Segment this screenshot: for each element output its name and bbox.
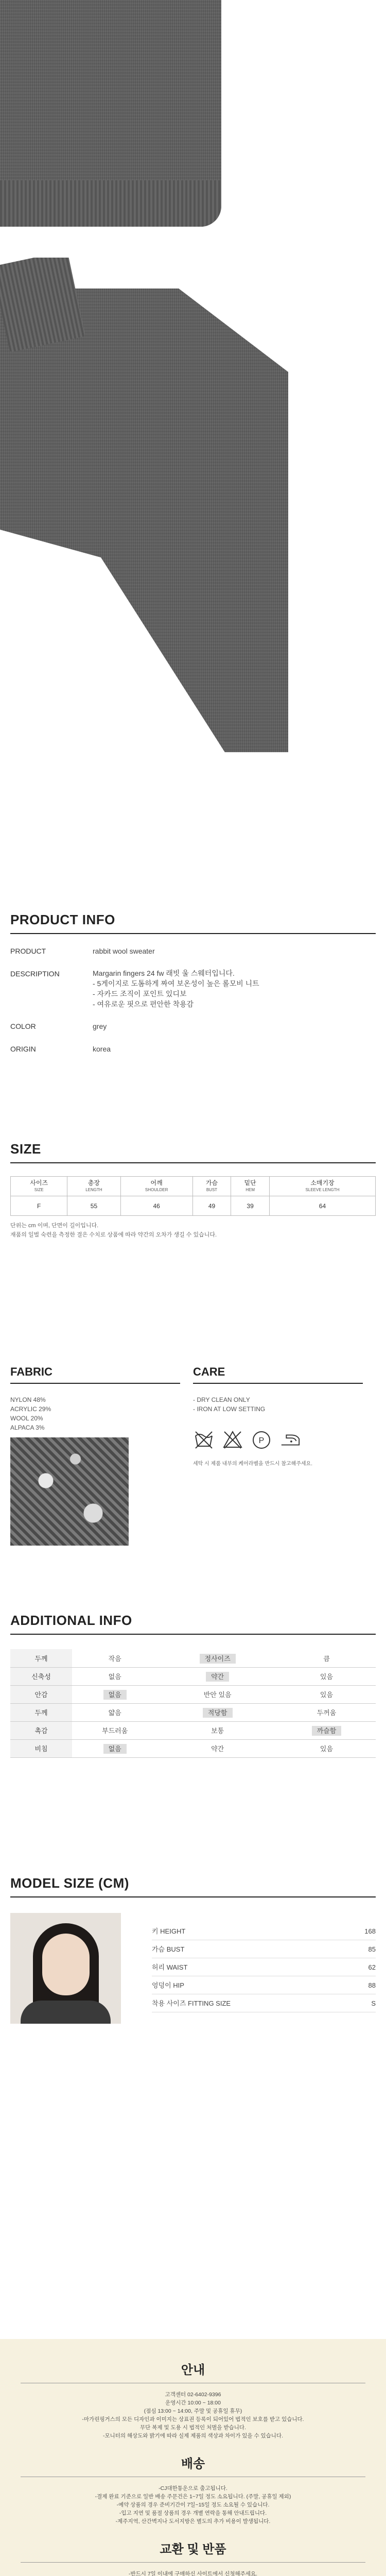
additional-value: 반안 있음 xyxy=(203,1691,232,1699)
model-face-shape xyxy=(42,1934,90,1995)
divider xyxy=(10,1896,376,1897)
additional-label: 안감 xyxy=(10,1685,72,1703)
size-header-cell xyxy=(192,1177,231,1196)
care-title: CARE xyxy=(193,1365,225,1378)
additional-selected-value: 까슬함 xyxy=(312,1726,342,1736)
additional-value: 있음 xyxy=(320,1673,334,1681)
size-note: 재품의 일벌 숙련을 측정한 결은 수치로 상품에 따라 약간의 오차가 생길 수 있습니다. xyxy=(10,1232,217,1238)
fabric-column xyxy=(10,1365,193,1546)
model-row xyxy=(152,1922,376,1940)
model-measurements xyxy=(152,1913,376,2024)
additional-value: 큼 xyxy=(323,1654,330,1663)
care-item: - DRY CLEAN ONLY xyxy=(193,1396,250,1403)
section-title: ADDITIONAL INFO xyxy=(10,1613,132,1628)
additional-label: 두께 xyxy=(10,1649,72,1667)
size-header-cell xyxy=(67,1177,120,1196)
size-cell: 64 xyxy=(269,1196,375,1216)
info-row-description xyxy=(10,968,376,1009)
size-header-ko: 소매기장 xyxy=(310,1179,335,1187)
size-header-en: BUST xyxy=(206,1187,218,1192)
additional-cell xyxy=(72,1685,157,1703)
additional-value: 보통 xyxy=(211,1727,224,1735)
model-value: 62 xyxy=(368,1963,376,1971)
fabric-item: NYLON 48% xyxy=(10,1396,46,1403)
additional-cell xyxy=(72,1721,157,1739)
divider xyxy=(10,1162,376,1163)
additional-row xyxy=(10,1739,376,1757)
svg-text:P: P xyxy=(258,1436,265,1445)
additional-row xyxy=(10,1649,376,1667)
size-header-ko: 가슴 xyxy=(205,1179,218,1187)
care-item: - IRON AT LOW SETTING xyxy=(193,1405,266,1413)
notice-line: -모니터의 해상도와 밝기에 따라 실제 제품의 색상과 차이가 있을 수 있습니다. xyxy=(102,2433,284,2439)
size-table xyxy=(10,1176,376,1216)
notice-line: -반드시 7일 이내에 구매하신 사이트에서 신청해주세요. xyxy=(129,2571,257,2576)
additional-cell xyxy=(157,1703,277,1721)
additional-cell xyxy=(72,1667,157,1685)
shipping-text xyxy=(15,2484,371,2526)
size-cell: F xyxy=(11,1196,67,1216)
divider xyxy=(10,933,376,934)
guide-text xyxy=(15,2391,371,2440)
model-value: S xyxy=(371,1999,376,2007)
size-note: 단위는 cm 이며, 단면이 길이입니다. xyxy=(10,1223,99,1229)
additional-cell xyxy=(157,1721,277,1739)
info-key: COLOR xyxy=(10,1022,36,1030)
additional-selected-value: 없음 xyxy=(103,1690,127,1700)
divider xyxy=(193,1383,363,1384)
additional-cell xyxy=(72,1703,157,1721)
fabric-item: WOOL 20% xyxy=(10,1415,43,1422)
additional-value: 없음 xyxy=(108,1673,121,1681)
additional-cell xyxy=(277,1667,376,1685)
model-value: 168 xyxy=(364,1927,376,1935)
size-cell: 39 xyxy=(231,1196,270,1216)
fabric-item: ALPACA 3% xyxy=(10,1424,45,1431)
care-icons xyxy=(193,1429,376,1451)
model-photo xyxy=(10,1913,121,2024)
size-table-header xyxy=(11,1177,376,1196)
sweater-hem-rib xyxy=(0,180,221,227)
fabric-swatch-image xyxy=(10,1437,129,1546)
size-header-ko: 밑단 xyxy=(244,1179,256,1187)
model-value: 88 xyxy=(368,1981,376,1989)
size-header-cell xyxy=(120,1177,192,1196)
info-row-product xyxy=(10,945,376,957)
model-label: 가슴 BUST xyxy=(152,1945,185,1953)
fabric-title: FABRIC xyxy=(10,1365,52,1378)
additional-value: 얇음 xyxy=(108,1709,121,1717)
info-key: ORIGIN xyxy=(10,1045,36,1053)
additional-value: 있음 xyxy=(320,1745,334,1753)
additional-label: 두께 xyxy=(10,1703,72,1721)
fabric-item: ACRYLIC 29% xyxy=(10,1405,51,1413)
info-key: DESCRIPTION xyxy=(10,970,60,978)
notice-line: -마가린핑거스의 모든 디자인과 이미지는 상표권 등록이 되어있어 법적인 보호를 받고 있습니다. xyxy=(82,2416,304,2422)
model-value: 85 xyxy=(368,1945,376,1953)
additional-cell xyxy=(72,1649,157,1667)
size-cell: 49 xyxy=(192,1196,231,1216)
additional-cell xyxy=(157,1667,277,1685)
divider xyxy=(10,1634,376,1635)
size-header-en: SLEEVE LENGTH xyxy=(305,1187,340,1192)
model-row xyxy=(152,1940,376,1958)
model-label: 허리 WAIST xyxy=(152,1963,188,1971)
size-header-cell xyxy=(11,1177,67,1196)
additional-cell xyxy=(157,1649,277,1667)
exchange-text xyxy=(15,2570,371,2576)
info-value xyxy=(93,968,259,1009)
divider xyxy=(21,2562,365,2563)
size-header-en: LENGTH xyxy=(85,1187,102,1192)
fabric-list xyxy=(10,1395,193,1432)
size-section xyxy=(0,1141,386,1240)
additional-value: 작음 xyxy=(108,1654,121,1663)
size-header-en: SIZE xyxy=(34,1187,44,1192)
additional-selected-value: 정사이즈 xyxy=(200,1654,236,1664)
product-info-section xyxy=(0,912,386,1055)
additional-cell xyxy=(277,1721,376,1739)
size-header-ko: 총장 xyxy=(87,1179,100,1187)
section-title: MODEL SIZE (CM) xyxy=(10,1875,129,1891)
model-label: 엉덩이 HIP xyxy=(152,1981,184,1989)
size-cell: 55 xyxy=(67,1196,120,1216)
notice-line: 운영시간 10:00 ~ 18:00 xyxy=(165,2400,221,2406)
size-header-cell xyxy=(269,1177,375,1196)
section-title: PRODUCT INFO xyxy=(10,912,115,927)
product-photo-sleeve xyxy=(0,258,386,866)
divider xyxy=(10,1383,180,1384)
info-value: grey xyxy=(93,1022,107,1030)
notice-line: 무단 복제 및 도용 시 법적인 처벌을 받습니다. xyxy=(140,2425,246,2431)
sweater-sleeve-closeup xyxy=(0,289,288,752)
dry-clean-icon xyxy=(251,1429,272,1451)
exchange-title: 교환 및 반품 xyxy=(160,2543,226,2556)
info-value: rabbit wool sweater xyxy=(93,947,155,955)
additional-cell xyxy=(72,1739,157,1757)
notice-line: 고객센터 02-6402-9396 xyxy=(165,2392,221,2398)
product-photo-top xyxy=(0,0,386,258)
care-note: 세탁 시 제품 내부의 케어라벨을 반드시 참고해주세요. xyxy=(193,1461,312,1467)
model-label: 키 HEIGHT xyxy=(152,1927,186,1935)
no-wash-icon xyxy=(193,1429,215,1451)
additional-value: 부드러움 xyxy=(102,1727,128,1735)
notice-line: -예약 상품의 경우 준비기간이 7일~15일 정도 소요될 수 있습니다. xyxy=(116,2502,270,2508)
additional-selected-value: 적당함 xyxy=(203,1708,233,1718)
model-row xyxy=(152,1994,376,2012)
additional-value: 두꺼움 xyxy=(317,1709,337,1717)
section-title: SIZE xyxy=(10,1141,41,1157)
size-header-en: SHOULDER xyxy=(145,1187,168,1192)
fabric-care-section xyxy=(0,1365,386,1546)
additional-label: 촉감 xyxy=(10,1721,72,1739)
guide-title: 안내 xyxy=(181,2363,205,2377)
size-header-ko: 어깨 xyxy=(150,1179,163,1187)
model-body-shape xyxy=(21,2001,111,2024)
info-value: korea xyxy=(93,1045,111,1053)
additional-row xyxy=(10,1685,376,1703)
size-cell: 46 xyxy=(120,1196,192,1216)
size-notes xyxy=(10,1221,376,1240)
description-line: - 여유로운 핏으로 편안한 착용감 xyxy=(93,1000,194,1008)
additional-cell xyxy=(277,1685,376,1703)
notice-line: (점심 13:00 ~ 14:00, 주말 및 공휴일 휴무) xyxy=(144,2408,242,2414)
additional-row xyxy=(10,1703,376,1721)
model-row xyxy=(152,1976,376,1994)
additional-selected-value: 약간 xyxy=(206,1672,229,1682)
model-size-section xyxy=(0,1875,386,2024)
care-column xyxy=(193,1365,376,1546)
sweater-cuff-rib xyxy=(0,258,85,352)
info-key: PRODUCT xyxy=(10,947,46,955)
additional-cell xyxy=(277,1703,376,1721)
additional-info-section xyxy=(0,1613,386,1758)
additional-row xyxy=(10,1721,376,1739)
description-line: - 자카드 조직이 포인트 있디보 xyxy=(93,990,187,998)
additional-table xyxy=(10,1649,376,1758)
notice-section xyxy=(0,2339,386,2576)
care-list xyxy=(193,1395,376,1414)
additional-cell xyxy=(157,1739,277,1757)
additional-label: 신축성 xyxy=(10,1667,72,1685)
additional-selected-value: 없음 xyxy=(103,1744,127,1754)
notice-line: -결제 완료 기준으로 일반 배송 주문건은 1~7일 정도 소요됩니다. (주말, 공휴일 제외) xyxy=(95,2494,291,2500)
notice-line: -CJ대한통운으로 출고됩니다. xyxy=(159,2485,227,2492)
bleach-icon xyxy=(222,1429,243,1451)
model-label: 착용 사이즈 FITTING SIZE xyxy=(152,1999,231,2007)
shipping-title: 배송 xyxy=(181,2457,205,2471)
iron-icon xyxy=(279,1429,301,1451)
notice-line: -제주지역, 산간벽지나 도서지방은 별도의 추가 비용이 발생됩니다. xyxy=(115,2518,271,2524)
additional-label: 비침 xyxy=(10,1739,72,1757)
additional-value: 있음 xyxy=(320,1691,334,1699)
model-row xyxy=(152,1958,376,1976)
additional-value: 약간 xyxy=(211,1745,224,1753)
description-line: - 5게이지로 도톰하게 짜여 보온성이 높은 롤모비 니트 xyxy=(93,979,259,988)
info-row-origin xyxy=(10,1043,376,1055)
size-header-en: HEM xyxy=(245,1187,255,1192)
description-line: Margarin fingers 24 fw 래빗 울 스웨터입니다. xyxy=(93,969,235,977)
info-row-color xyxy=(10,1021,376,1032)
size-table-row xyxy=(11,1196,376,1216)
additional-cell xyxy=(277,1649,376,1667)
additional-row xyxy=(10,1667,376,1685)
additional-cell xyxy=(277,1739,376,1757)
size-header-ko: 사이즈 xyxy=(30,1179,48,1187)
size-header-cell xyxy=(231,1177,270,1196)
notice-line: -입고 지연 및 품절 상품의 경우 개별 연락을 통해 안내드립니다. xyxy=(119,2510,267,2516)
additional-cell xyxy=(157,1685,277,1703)
